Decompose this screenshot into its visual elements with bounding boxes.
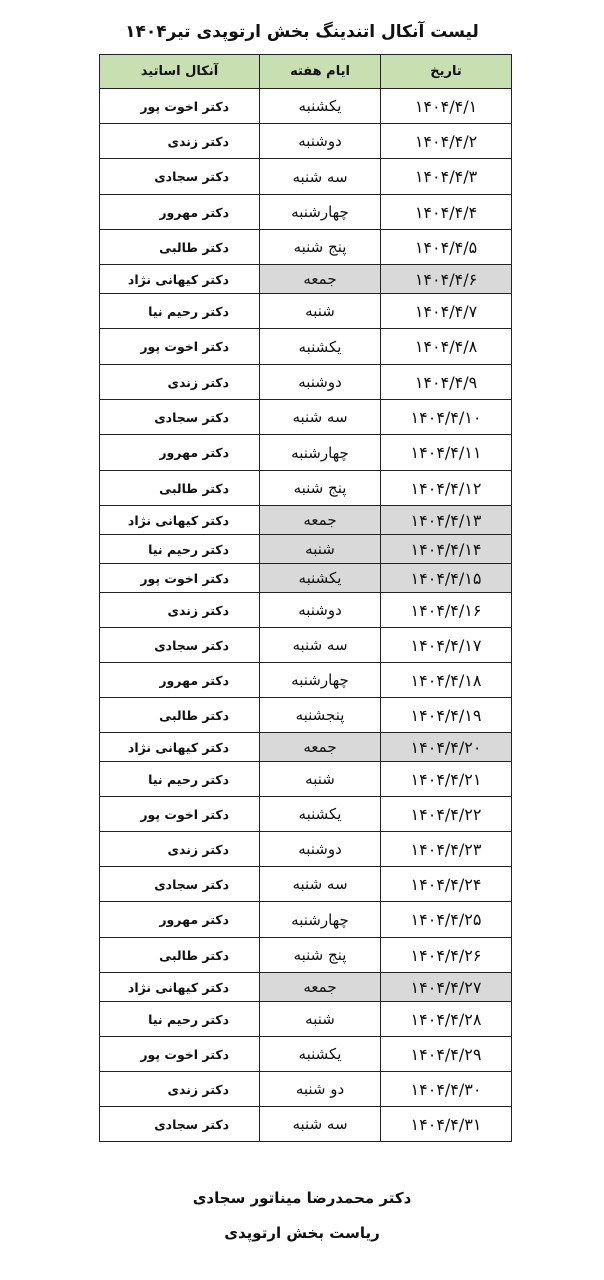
row-doctor: دکتر زندی	[100, 593, 260, 628]
row-day: سه شنبه	[260, 867, 381, 902]
table-row	[100, 159, 512, 195]
row-doctor: دکتر طالبی	[100, 698, 260, 733]
table-row	[100, 564, 512, 593]
row-doctor: دکتر طالبی	[100, 471, 260, 506]
row-doctor: دکتر اخوت پور	[100, 564, 260, 593]
row-date: ۱۴۰۴/۴/۲۳	[381, 832, 512, 867]
table-row	[100, 471, 512, 506]
row-date: ۱۴۰۴/۴/۲۰	[381, 733, 512, 762]
table-row	[100, 663, 512, 698]
row-date: ۱۴۰۴/۴/۴	[381, 195, 512, 230]
table-row	[100, 124, 512, 159]
table-row	[100, 698, 512, 733]
row-day: جمعه	[260, 265, 381, 294]
row-date: ۱۴۰۴/۴/۳	[381, 159, 512, 195]
row-date: ۱۴۰۴/۴/۱۶	[381, 593, 512, 628]
row-date: ۱۴۰۴/۴/۱۱	[381, 435, 512, 471]
row-date: ۱۴۰۴/۴/۲۱	[381, 762, 512, 797]
table-header-row	[100, 55, 512, 89]
row-doctor: دکتر کیهانی نژاد	[100, 506, 260, 535]
row-date: ۱۴۰۴/۴/۲	[381, 124, 512, 159]
table-row	[100, 435, 512, 471]
row-doctor: دکتر سجادی	[100, 1107, 260, 1142]
row-day: چهارشنبه	[260, 902, 381, 938]
row-day: سه شنبه	[260, 1107, 381, 1142]
table-row	[100, 867, 512, 902]
row-day: یکشنبه	[260, 797, 381, 832]
header-day: ایام هفته	[260, 55, 381, 89]
row-doctor: دکتر اخوت پور	[100, 1037, 260, 1072]
row-day: شنبه	[260, 535, 381, 564]
row-date: ۱۴۰۴/۴/۱۲	[381, 471, 512, 506]
row-day: دوشنبه	[260, 832, 381, 867]
row-day: سه شنبه	[260, 628, 381, 663]
row-date: ۱۴۰۴/۴/۵	[381, 230, 512, 265]
row-date: ۱۴۰۴/۴/۱۰	[381, 400, 512, 435]
row-day: یکشنبه	[260, 329, 381, 365]
row-date: ۱۴۰۴/۴/۱۴	[381, 535, 512, 564]
row-doctor: دکتر سجادی	[100, 159, 260, 195]
table-row	[100, 733, 512, 762]
row-date: ۱۴۰۴/۴/۱۸	[381, 663, 512, 698]
row-doctor: دکتر زندی	[100, 124, 260, 159]
row-day: شنبه	[260, 294, 381, 329]
row-date: ۱۴۰۴/۴/۳۰	[381, 1072, 512, 1107]
row-date: ۱۴۰۴/۴/۲۵	[381, 902, 512, 938]
row-date: ۱۴۰۴/۴/۲۷	[381, 973, 512, 1002]
row-doctor: دکتر مهرور	[100, 663, 260, 698]
table-row	[100, 329, 512, 365]
table-row	[100, 89, 512, 124]
header-date: تاریخ	[381, 55, 512, 89]
row-date: ۱۴۰۴/۴/۲۹	[381, 1037, 512, 1072]
row-day: دوشنبه	[260, 593, 381, 628]
row-day: پنجشنبه	[260, 698, 381, 733]
table-row	[100, 628, 512, 663]
row-day: جمعه	[260, 506, 381, 535]
row-day: پنج شنبه	[260, 938, 381, 973]
row-date: ۱۴۰۴/۴/۱۵	[381, 564, 512, 593]
page-title: لیست آنکال اتندینگ بخش ارتوپدی تیر۱۴۰۴	[125, 22, 479, 42]
row-date: ۱۴۰۴/۴/۱۳	[381, 506, 512, 535]
row-doctor: دکتر رحیم نیا	[100, 294, 260, 329]
row-day: دوشنبه	[260, 124, 381, 159]
row-day: چهارشنبه	[260, 663, 381, 698]
row-day: چهارشنبه	[260, 195, 381, 230]
row-doctor: دکتر سجادی	[100, 400, 260, 435]
oncall-table	[99, 54, 512, 1142]
table-row	[100, 1072, 512, 1107]
table-row	[100, 1107, 512, 1142]
table-row	[100, 195, 512, 230]
table-row	[100, 762, 512, 797]
row-day: جمعه	[260, 733, 381, 762]
row-doctor: دکتر سجادی	[100, 628, 260, 663]
table-row	[100, 506, 512, 535]
row-date: ۱۴۰۴/۴/۷	[381, 294, 512, 329]
table-row	[100, 902, 512, 938]
row-date: ۱۴۰۴/۴/۲۸	[381, 1002, 512, 1037]
table-row	[100, 938, 512, 973]
table-row	[100, 400, 512, 435]
table-row	[100, 230, 512, 265]
row-day: پنج شنبه	[260, 230, 381, 265]
row-day: شنبه	[260, 762, 381, 797]
row-day: یکشنبه	[260, 564, 381, 593]
row-day: یکشنبه	[260, 1037, 381, 1072]
row-doctor: دکتر سجادی	[100, 867, 260, 902]
row-doctor: دکتر مهرور	[100, 195, 260, 230]
row-day: سه شنبه	[260, 159, 381, 195]
row-date: ۱۴۰۴/۴/۸	[381, 329, 512, 365]
row-doctor: دکتر کیهانی نژاد	[100, 733, 260, 762]
row-day: شنبه	[260, 1002, 381, 1037]
table-row	[100, 593, 512, 628]
row-date: ۱۴۰۴/۴/۱۹	[381, 698, 512, 733]
row-doctor: دکتر اخوت پور	[100, 329, 260, 365]
row-date: ۱۴۰۴/۴/۹	[381, 365, 512, 400]
row-date: ۱۴۰۴/۴/۱۷	[381, 628, 512, 663]
row-date: ۱۴۰۴/۴/۲۴	[381, 867, 512, 902]
row-date: ۱۴۰۴/۴/۲۶	[381, 938, 512, 973]
row-doctor: دکتر رحیم نیا	[100, 1002, 260, 1037]
table-row	[100, 1002, 512, 1037]
row-doctor: دکتر زندی	[100, 832, 260, 867]
row-day: دو شنبه	[260, 1072, 381, 1107]
table-row	[100, 535, 512, 564]
table-row	[100, 797, 512, 832]
row-day: سه شنبه	[260, 400, 381, 435]
row-day: دوشنبه	[260, 365, 381, 400]
row-doctor: دکتر مهرور	[100, 435, 260, 471]
row-day: چهارشنبه	[260, 435, 381, 471]
row-doctor: دکتر مهرور	[100, 902, 260, 938]
row-doctor: دکتر طالبی	[100, 230, 260, 265]
signature-role: ریاست بخش ارتوپدی	[224, 1224, 380, 1242]
table-row	[100, 265, 512, 294]
row-day: پنج شنبه	[260, 471, 381, 506]
table-row	[100, 1037, 512, 1072]
row-doctor: دکتر کیهانی نژاد	[100, 265, 260, 294]
row-date: ۱۴۰۴/۴/۲۲	[381, 797, 512, 832]
row-date: ۱۴۰۴/۴/۶	[381, 265, 512, 294]
row-doctor: دکتر طالبی	[100, 938, 260, 973]
table-row	[100, 365, 512, 400]
row-doctor: دکتر کیهانی نژاد	[100, 973, 260, 1002]
row-day: جمعه	[260, 973, 381, 1002]
row-doctor: دکتر اخوت پور	[100, 89, 260, 124]
header-doctor: آنکال اساتید	[100, 55, 260, 89]
table-row	[100, 832, 512, 867]
row-doctor: دکتر رحیم نیا	[100, 535, 260, 564]
row-day: یکشنبه	[260, 89, 381, 124]
row-doctor: دکتر رحیم نیا	[100, 762, 260, 797]
row-date: ۱۴۰۴/۴/۱	[381, 89, 512, 124]
table-row	[100, 294, 512, 329]
row-doctor: دکتر زندی	[100, 1072, 260, 1107]
signature-name: دکتر محمدرضا میناتور سجادی	[192, 1189, 412, 1207]
row-doctor: دکتر زندی	[100, 365, 260, 400]
row-date: ۱۴۰۴/۴/۳۱	[381, 1107, 512, 1142]
row-doctor: دکتر اخوت پور	[100, 797, 260, 832]
table-row	[100, 973, 512, 1002]
